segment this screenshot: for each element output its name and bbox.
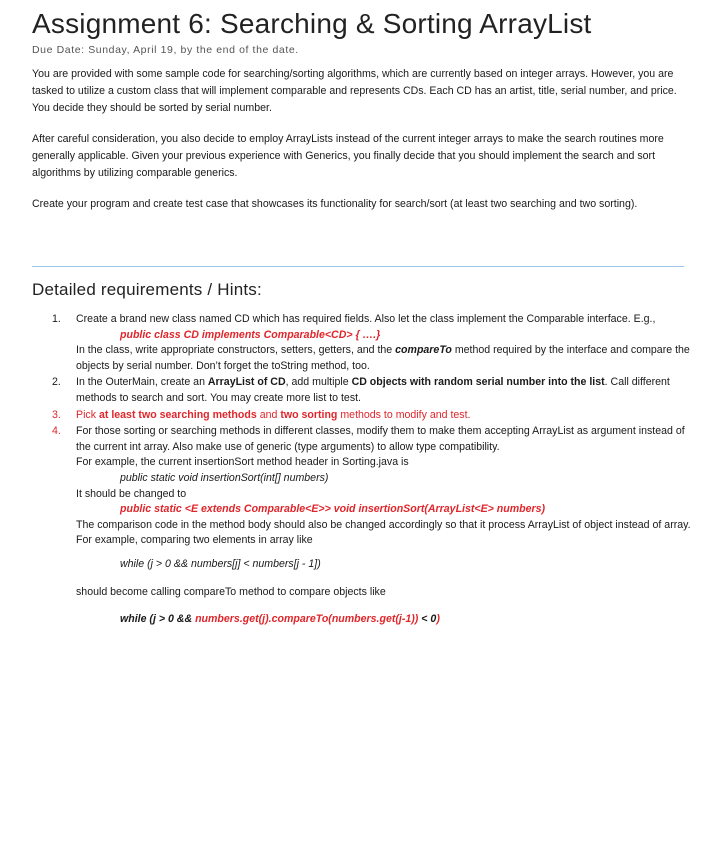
list-number: 2. — [52, 376, 61, 389]
emphasis-text: ) — [436, 613, 440, 626]
requirement-text — [76, 375, 692, 406]
text-run: while (j > 0 && — [120, 613, 196, 626]
emphasis-text: two sorting — [280, 408, 338, 421]
text-run: Pick — [76, 408, 99, 421]
code-snippet-new: public static <E extends Comparable<E>> void insertionSort(ArrayList<E> numbers) — [120, 503, 546, 516]
section-heading: Detailed requirements / Hints: — [32, 280, 262, 299]
intro-paragraph-1: You are provided with some sample code for searching/sorting algorithms, which are currently based on integer arrays. However, you are tasked to utilize a custom class that will implement comparable and represents CDs. Each CD has an artist, title, serial number, and price. You decide they should be sorted by serial number. — [32, 68, 677, 114]
example-text: For example, the current insertionSort method header in Sorting.java is — [76, 456, 409, 469]
text-run: methods to modify and test. — [337, 408, 471, 421]
text-run: . Call different methods to search and sort. You may create more list to test. — [76, 376, 670, 404]
emphasis-text: at least two searching methods — [98, 408, 257, 421]
intro-paragraph-2: After careful consideration, you also decide to employ ArrayLists instead of the current integer arrays to make the search routines more generally applicable. Given your previous experience with Generics, you finally decide that you should implement the search and sort algorithms by utilizing comparable generics. — [32, 133, 664, 179]
emphasis-text: CD objects with random serial number into the list — [351, 376, 605, 389]
text-run: and — [256, 408, 281, 421]
while-old-snippet: while (j > 0 && numbers[j] < numbers[j - 1]) — [120, 557, 321, 570]
requirements-list — [52, 312, 692, 629]
code-snippet: public class CD implements Comparable<CD> { ….} — [120, 328, 381, 341]
code-snippet-old: public static void insertionSort(int[] numbers) — [120, 471, 329, 484]
text-run: method required by the interface and compare the objects by serial number. Don’t forget the toString method, too. — [76, 344, 690, 372]
compareto-keyword: compareTo — [395, 344, 452, 357]
document-page — [32, 6, 692, 224]
become-text: should become calling compareTo method to compare objects like — [76, 585, 386, 598]
spacer — [76, 549, 692, 557]
text-run: , add multiple — [285, 376, 352, 389]
list-item — [52, 408, 692, 424]
emphasis-text: ArrayList of CD — [207, 376, 286, 389]
section-divider — [32, 266, 684, 267]
changed-text: It should be changed to — [76, 487, 187, 500]
requirement-text — [76, 408, 692, 424]
spacer — [76, 600, 692, 612]
text-run: < 0 — [418, 613, 437, 626]
list-item — [52, 312, 692, 374]
list-item — [52, 424, 692, 628]
text-run: In the class, write appropriate constructors, setters, getters, and the — [76, 344, 396, 357]
page-title: Assignment 6: Searching & Sorting ArrayList — [32, 8, 592, 39]
requirement-continuation — [76, 343, 692, 374]
emphasis-text: numbers.get(j).compareTo(numbers.get(j-1)) — [195, 613, 419, 626]
list-number: 3. — [52, 408, 61, 421]
intro-paragraph-3: Create your program and create test case that showcases its functionality for search/sort (at least two searching and two sorting). — [32, 198, 638, 210]
requirement-text: Create a brand new class named CD which has required fields. Also let the class implement the Comparable interface. E.g., — [76, 313, 656, 325]
list-number: 1. — [52, 313, 61, 325]
requirement-text: For those sorting or searching methods in different classes, modify them to make them accepting ArrayList as argument instead of the current int array. Also make use of generic (type arguments) to allow type compatibility. — [76, 425, 685, 453]
list-number: 4. — [52, 425, 61, 438]
due-date: Due Date: Sunday, April 19, by the end of the date. — [32, 44, 299, 56]
list-item — [52, 375, 692, 406]
while-new-snippet — [76, 612, 692, 628]
spacer — [76, 573, 692, 585]
text-run: In the OuterMain, create an — [76, 376, 208, 389]
comparison-text: The comparison code in the method body should also be changed accordingly so that it process ArrayList of object instead of array. For example, comparing two elements in array like — [76, 518, 691, 547]
